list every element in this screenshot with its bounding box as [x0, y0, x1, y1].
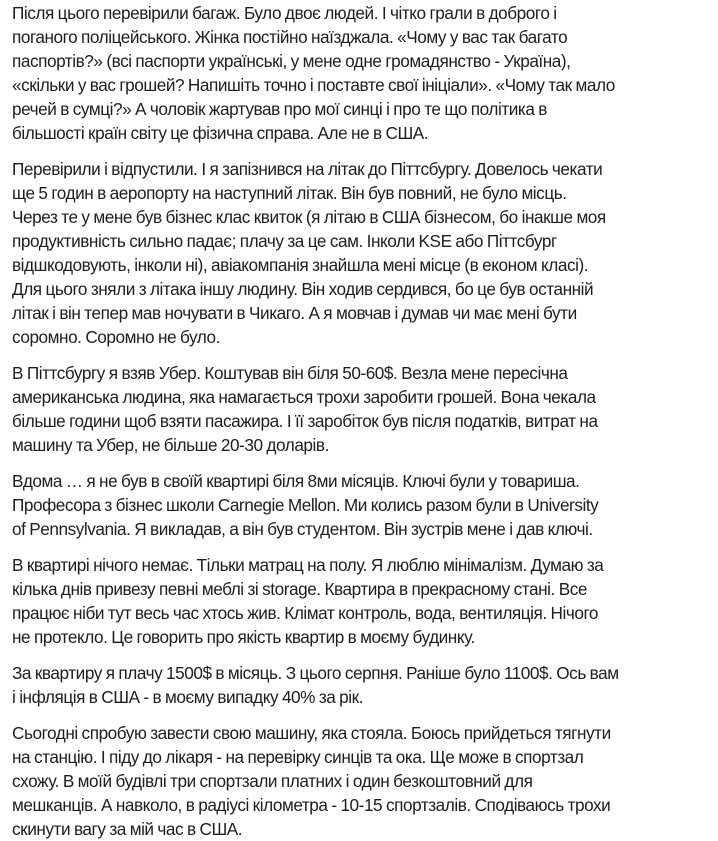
text-line: Перевірили і відпустили. І я запізнився на літак до Піттсбургу. Довелось чекати [12, 159, 603, 179]
text-line: ще 5 годин в аеропорту на наступний літак. Він був повний, не було місць. [12, 183, 567, 203]
text-line: Сьогодні спробую завести свою машину, яка стояла. Боюсь прийдеться тягнути [12, 723, 611, 743]
paragraph-apartment [12, 553, 708, 649]
text-line: і інфляція в США - в моєму випадку 40% за рік. [12, 687, 364, 707]
text-line: паспортів?» (всі паспорти українські, у мене одне громадянство - Україна), [12, 51, 571, 71]
text-line: Через те у мене був бізнес клас квиток (я літаю в США бізнесом, бо інакше моя [12, 207, 606, 227]
paragraph-rent [12, 661, 708, 709]
text-line: не протекло. Це говорить про якість квартир в моєму будинку. [12, 627, 475, 647]
paragraph-home-keys [12, 469, 708, 541]
text-line: За квартиру я плачу 1500$ в місяць. З цього серпня. Раніше було 1100$. Ось вам [12, 663, 619, 683]
paragraph-baggage-check [12, 1, 708, 145]
text-line: «скільки у вас грошей? Напишіть точно і поставте свої ініціали». «Чому так мало [12, 75, 615, 95]
text-line: літак і він тепер мав ночувати в Чикаго. А я мовчав і думав чи має мені бути [12, 303, 577, 323]
text-line: Після цього перевірили багаж. Було двоє людей. І чітко грали в доброго і [12, 3, 557, 23]
text-line: В квартирі нічого немає. Тільки матрац на полу. Я люблю мінімалізм. Думаю за [12, 555, 604, 575]
text-line: соромно. Соромно не було. [12, 327, 220, 347]
text-line: машину та Убер, не більше 20-30 доларів. [12, 435, 329, 455]
text-line: скинути вагу за мій час в США. [12, 819, 243, 839]
text-line: Вдома … я не був в своїй квартирі біля 8ми місяців. Ключі були у товариша. [12, 471, 580, 491]
text-line: of Pennsylvania. Я викладав, а він був студентом. Він зустрів мене і дав ключі. [12, 519, 593, 539]
paragraph-missed-flight [12, 157, 708, 349]
paragraph-uber-ride [12, 361, 708, 457]
text-line: продуктивність сильно падає; плачу за це сам. Інколи KSE або Піттсбург [12, 231, 557, 251]
text-line: кілька днів привезу певні меблі зі storage. Квартира в прекрасному стані. Все [12, 579, 587, 599]
text-line: американська людина, яка намагається трохи заробити грошей. Вона чекала [12, 387, 596, 407]
paragraph-today-plans [12, 721, 708, 841]
text-line: мешканців. А навколо, в радіусі кілометра - 10-15 спортзалів. Сподіваюсь трохи [12, 795, 611, 815]
text-line: Для цього зняли з літака іншу людину. Він ходив сердився, бо це був останній [12, 279, 594, 299]
text-line: працює ніби тут весь час хтось жив. Клімат контроль, вода, вентиляція. Нічого [12, 603, 599, 623]
text-line: відшкодовують, інколи ні), авіакомпанія знайшла мені місце (в економ класі). [12, 255, 589, 275]
text-line: на станцію. І піду до лікаря - на перевірку синців та ока. Ще може в спортзал [12, 747, 584, 767]
text-line: речей в сумці?» А чоловік жартував про мої синці і про те що політика в [12, 99, 547, 119]
text-line: поганого поліцейського. Жінка постійно наїзджала. «Чому у вас так багато [12, 27, 568, 47]
text-line: Професора з бізнес школи Carnegie Mellon. Ми колись разом були в University [12, 495, 599, 515]
text-line: більше години щоб взяти пасажира. І її заробіток був після податків, витрат на [12, 411, 598, 431]
text-line: В Піттсбургу я взяв Убер. Коштував він біля 50-60$. Везла мене пересічна [12, 363, 568, 383]
text-line: схожу. В моїй будівлі три спортзали платних і один безкоштовний для [12, 771, 533, 791]
text-line: більшості країн світу це фізична справа. Але не в США. [12, 123, 429, 143]
